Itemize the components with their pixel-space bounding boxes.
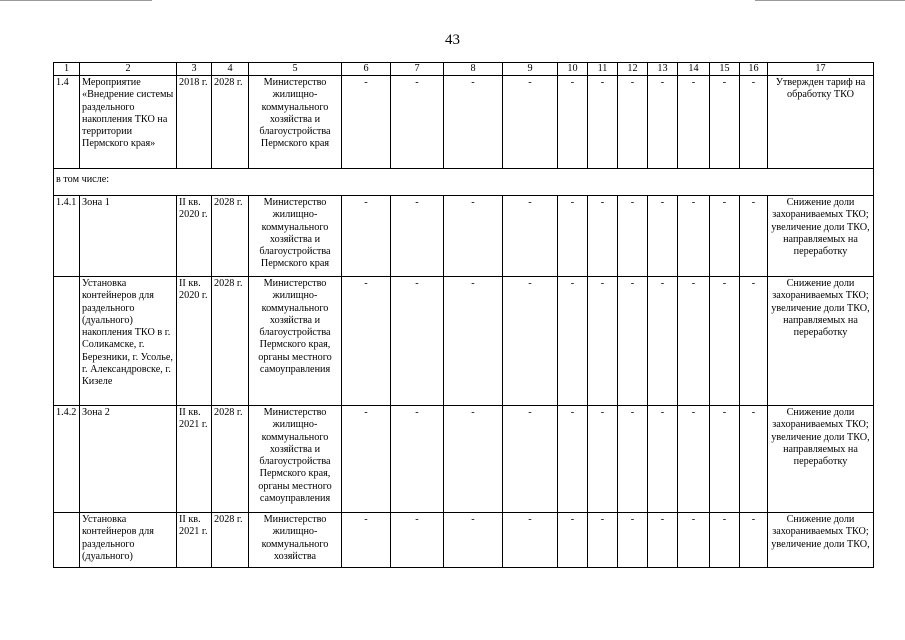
value-cell: -	[391, 406, 444, 513]
table-row	[54, 76, 874, 169]
row-number	[54, 513, 80, 568]
value-cell: -	[588, 196, 618, 277]
value-cell: -	[678, 513, 710, 568]
value-cell: -	[710, 196, 740, 277]
value-cell: -	[740, 513, 768, 568]
value-cell: -	[503, 196, 558, 277]
column-header: 9	[503, 63, 558, 76]
value-cell: -	[678, 196, 710, 277]
executor: Министерство жилищно-коммунального хозяйства	[249, 513, 342, 568]
subheading-row	[54, 169, 874, 196]
executor: Министерство жилищно-коммунального хозяйства и благоустройства Пермского края	[249, 76, 342, 169]
table-row	[54, 513, 874, 568]
column-header: 13	[648, 63, 678, 76]
value-cell: -	[342, 196, 391, 277]
scan-mark-top-right	[755, 0, 905, 1]
value-cell: -	[588, 277, 618, 406]
value-cell: -	[618, 406, 648, 513]
value-cell: -	[588, 76, 618, 169]
plan-table	[53, 62, 874, 568]
value-cell: -	[618, 277, 648, 406]
value-cell: -	[740, 406, 768, 513]
table-row	[54, 277, 874, 406]
value-cell: -	[391, 513, 444, 568]
value-cell: -	[391, 196, 444, 277]
start-date: II кв. 2021 г.	[177, 513, 212, 568]
value-cell: -	[558, 277, 588, 406]
value-cell: -	[648, 513, 678, 568]
start-date: II кв. 2021 г.	[177, 406, 212, 513]
value-cell: -	[503, 513, 558, 568]
row-number: 1.4	[54, 76, 80, 169]
executor: Министерство жилищно-коммунального хозяйства и благоустройства Пермского края, органы местного самоуправления	[249, 277, 342, 406]
column-header: 8	[444, 63, 503, 76]
column-number-row	[54, 63, 874, 76]
value-cell: -	[710, 406, 740, 513]
executor: Министерство жилищно-коммунального хозяйства и благоустройства Пермского края, органы местного самоуправления	[249, 406, 342, 513]
end-date: 2028 г.	[212, 406, 249, 513]
value-cell: -	[558, 406, 588, 513]
column-header: 15	[710, 63, 740, 76]
value-cell: -	[740, 76, 768, 169]
value-cell: -	[618, 76, 648, 169]
value-cell: -	[648, 277, 678, 406]
column-header: 5	[249, 63, 342, 76]
column-header: 1	[54, 63, 80, 76]
value-cell: -	[588, 513, 618, 568]
value-cell: -	[444, 76, 503, 169]
value-cell: -	[391, 76, 444, 169]
expected-result: Снижение доли захораниваемых ТКО; увеличение доли ТКО,	[768, 513, 874, 568]
value-cell: -	[558, 513, 588, 568]
value-cell: -	[678, 277, 710, 406]
executor: Министерство жилищно-коммунального хозяйства и благоустройства Пермского края	[249, 196, 342, 277]
expected-result: Снижение доли захораниваемых ТКО; увеличение доли ТКО, направляемых на переработку	[768, 196, 874, 277]
column-header: 2	[80, 63, 177, 76]
value-cell: -	[503, 277, 558, 406]
value-cell: -	[444, 196, 503, 277]
value-cell: -	[588, 406, 618, 513]
value-cell: -	[740, 277, 768, 406]
measure-name: Мероприятие «Внедрение системы раздельного накопления ТКО на территории Пермского края»	[80, 76, 177, 169]
measure-name: Зона 1	[80, 196, 177, 277]
value-cell: -	[342, 513, 391, 568]
value-cell: -	[342, 277, 391, 406]
value-cell: -	[618, 513, 648, 568]
measure-name: Установка контейнеров для раздельного (дуального)	[80, 513, 177, 568]
row-number	[54, 277, 80, 406]
start-date: 2018 г.	[177, 76, 212, 169]
value-cell: -	[710, 277, 740, 406]
value-cell: -	[710, 513, 740, 568]
column-header: 14	[678, 63, 710, 76]
column-header: 10	[558, 63, 588, 76]
expected-result: Снижение доли захораниваемых ТКО; увеличение доли ТКО, направляемых на переработку	[768, 406, 874, 513]
column-header: 7	[391, 63, 444, 76]
value-cell: -	[558, 76, 588, 169]
value-cell: -	[648, 76, 678, 169]
value-cell: -	[678, 406, 710, 513]
value-cell: -	[503, 406, 558, 513]
value-cell: -	[444, 406, 503, 513]
row-number: 1.4.2	[54, 406, 80, 513]
end-date: 2028 г.	[212, 277, 249, 406]
column-header: 12	[618, 63, 648, 76]
column-header: 16	[740, 63, 768, 76]
table-row	[54, 406, 874, 513]
column-header: 3	[177, 63, 212, 76]
column-header: 17	[768, 63, 874, 76]
value-cell: -	[444, 277, 503, 406]
start-date: II кв. 2020 г.	[177, 277, 212, 406]
scan-mark-top-left	[0, 0, 152, 1]
value-cell: -	[618, 196, 648, 277]
value-cell: -	[444, 513, 503, 568]
page-number: 43	[445, 32, 460, 48]
value-cell: -	[678, 76, 710, 169]
row-number: 1.4.1	[54, 196, 80, 277]
value-cell: -	[710, 76, 740, 169]
value-cell: -	[648, 196, 678, 277]
end-date: 2028 г.	[212, 513, 249, 568]
expected-result: Снижение доли захораниваемых ТКО; увеличение доли ТКО, направляемых на переработку	[768, 277, 874, 406]
value-cell: -	[740, 196, 768, 277]
value-cell: -	[342, 406, 391, 513]
table-row	[54, 196, 874, 277]
subheading: в том числе:	[54, 169, 874, 196]
value-cell: -	[342, 76, 391, 169]
value-cell: -	[391, 277, 444, 406]
column-header: 11	[588, 63, 618, 76]
column-header: 4	[212, 63, 249, 76]
end-date: 2028 г.	[212, 76, 249, 169]
value-cell: -	[558, 196, 588, 277]
column-header: 6	[342, 63, 391, 76]
value-cell: -	[503, 76, 558, 169]
value-cell: -	[648, 406, 678, 513]
start-date: II кв. 2020 г.	[177, 196, 212, 277]
end-date: 2028 г.	[212, 196, 249, 277]
measure-name: Зона 2	[80, 406, 177, 513]
expected-result: Утвержден тариф на обработку ТКО	[768, 76, 874, 169]
measure-name: Установка контейнеров для раздельного (дуального) накопления ТКО в г. Соликамске, г. Березники, г. Усолье, г. Александровске, г. Кизеле	[80, 277, 177, 406]
